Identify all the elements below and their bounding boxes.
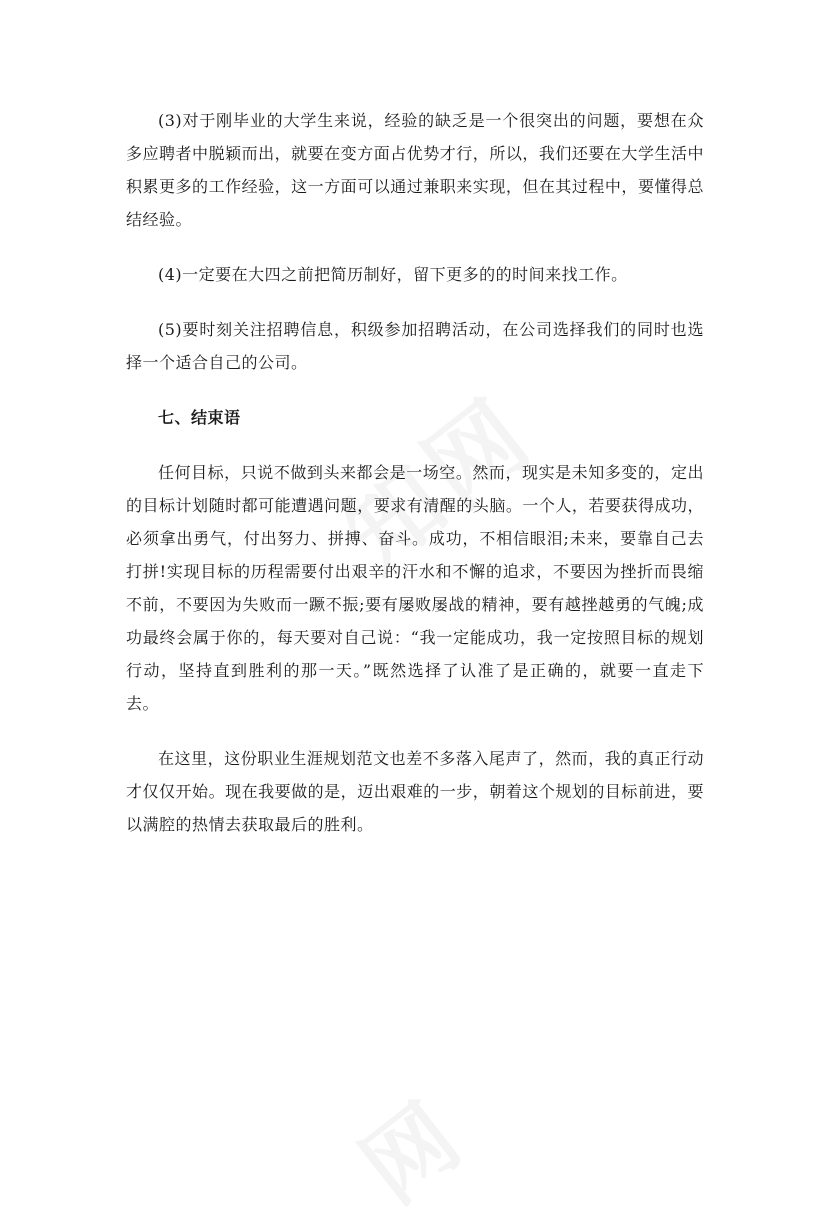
watermark-bottom xyxy=(330,1064,487,1226)
paragraph-item-4: (4)一定要在大四之前把简历制好，留下更多的的时间来找工作。 xyxy=(158,265,628,284)
paragraph-item-3: (3)对于刚毕业的大学生来说，经验的缺乏是一个很突出的问题，要想在众多应聘者中脱颖而出，就要在变方面占优势才行，所以，我们还要在大学生活中积累更多的工作经验，这一方面可以通过兼职来实现，但在其过程中，要懂得总结经验。 xyxy=(126,111,704,229)
closing-paragraph-2: 在这里，这份职业生涯规划范文也差不多落入尾声了，然而，我的真正行动才仅仅开始。现在我要做的是，迈出艰难的一步，朝着这个规划的目标前进，要以满腔的热情去获取最后的胜利。 xyxy=(126,749,704,834)
document-body xyxy=(126,104,704,863)
paragraph-item-5: (5)要时刻关注招聘信息，积级参加招聘活动，在公司选择我们的同时也选择一个适合自己的公司。 xyxy=(126,320,704,372)
closing-paragraph-1: 任何目标，只说不做到头来都会是一场空。然而，现实是未知多变的，定出的目标计划随时都可能遭遇问题，要求有清醒的头脑。一个人，若要获得成功，必须拿出勇气，付出努力、拼搏、奋斗。成功，不相信眼泪;未来，要靠自己去打拼!实现目标的历程需要付出艰辛的汗水和不懈的追求，不要因为挫折而畏缩不前，不要因为失败而一蹶不振;要有屡败屡战的精神，要有越挫越勇的气魄;成功最终会属于你的，每天要对自己说：“我一定能成功，我一定按照目标的规划行动，坚持直到胜利的那一天。”既然选择了认准了是正确的，就要一直走下去。 xyxy=(126,463,704,713)
section-heading: 七、结束语 xyxy=(158,408,241,427)
